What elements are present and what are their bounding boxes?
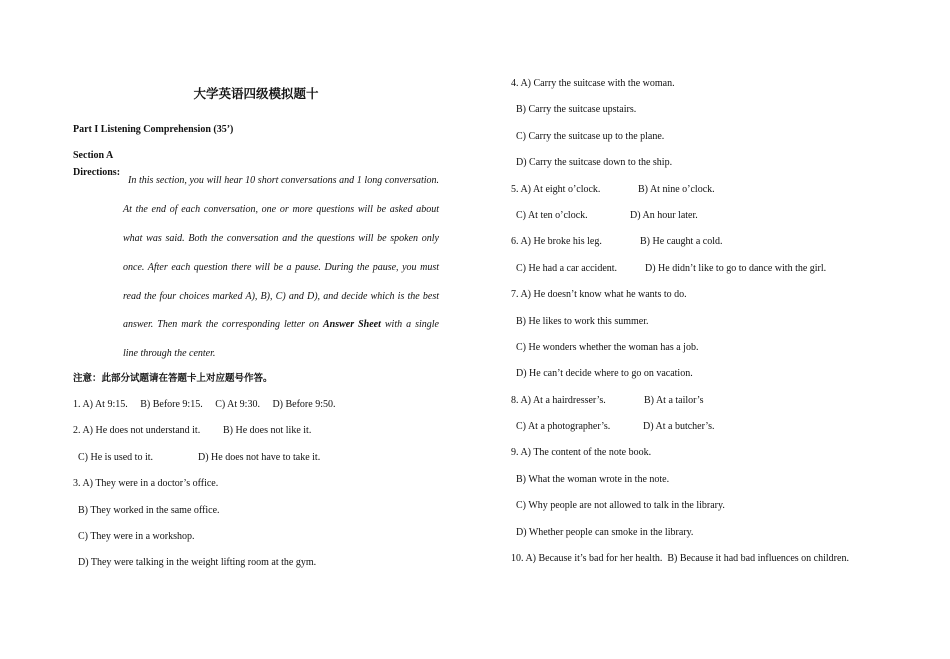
answer-sheet-emphasis: Answer Sheet xyxy=(323,319,381,331)
option-6d: D) He didn’t like to go to dance with the girl. xyxy=(645,262,827,274)
option-2b: B) He does not like it. xyxy=(223,425,312,437)
part-heading: Part I Listening Comprehension (35’) xyxy=(73,124,234,135)
question-2-row-2 xyxy=(73,450,439,476)
directions-label: Directions: xyxy=(73,167,121,179)
question-8-row-2 xyxy=(511,419,911,445)
left-column xyxy=(73,78,439,582)
option-3d: D) They were talking in the weight lifting room at the gym. xyxy=(78,557,317,569)
directions-text-main: In this section, you will hear 10 short conversations and 1 long conversation. At the end of each conversation, one or more questions will be asked about what was said. Both the conversation and the questions will be spoken only once. After each question there will be a pause. During the pause, you must read the four choices marked A), B), C) and D), and decide which is the best answer. Then mark the corresponding letter on xyxy=(123,175,439,331)
question-6-row-2 xyxy=(511,261,911,287)
option-5b: B) At nine o’clock. xyxy=(638,183,715,195)
option-7b: B) He likes to work this summer. xyxy=(516,315,649,327)
exam-title: 大学英语四级模拟题十 xyxy=(193,86,319,101)
option-6c: C) He had a car accident. xyxy=(516,262,618,274)
question-3: 3. A) They were in a doctor’s office. xyxy=(73,478,219,490)
option-4b: B) Carry the suitcase upstairs. xyxy=(516,104,637,116)
question-10: 10. A) Because it’s bad for her health. B) Because it had bad influences on children. xyxy=(511,553,849,565)
directions-text xyxy=(123,167,439,369)
option-3b: B) They worked in the same office. xyxy=(78,504,220,516)
option-6b: B) He caught a cold. xyxy=(640,236,723,248)
question-2-row-1 xyxy=(73,423,439,449)
option-6a: 6. A) He broke his leg. xyxy=(511,236,602,248)
option-9d: D) Whether people can smoke in the library. xyxy=(516,526,694,538)
option-3c: C) They were in a workshop. xyxy=(78,530,195,542)
option-8b: B) At a tailor’s xyxy=(644,394,704,406)
question-5-row-1 xyxy=(511,182,911,208)
section-heading: Section A xyxy=(73,150,114,161)
option-7c: C) He wonders whether the woman has a job. xyxy=(516,341,699,353)
option-2d: D) He does not have to take it. xyxy=(198,451,321,463)
option-8d: D) At a butcher’s. xyxy=(643,421,715,433)
question-9: 9. A) The content of the note book. xyxy=(511,447,652,459)
option-2c: C) He is used to it. xyxy=(78,451,153,463)
option-9b: B) What the woman wrote in the note. xyxy=(516,473,670,485)
option-8c: C) At a photographer’s. xyxy=(516,421,611,433)
option-5c: C) At ten o’clock. xyxy=(516,209,588,221)
answer-note: 注意：此部分试题请在答题卡上对应题号作答。 xyxy=(73,372,273,384)
question-5-row-2 xyxy=(511,208,911,234)
question-1: 1. A) At 9:15. B) Before 9:15. C) At 9:30. D) Before 9:50. xyxy=(73,398,336,410)
question-7: 7. A) He doesn’t know what he wants to do. xyxy=(511,289,687,301)
directions xyxy=(73,167,439,369)
option-4c: C) Carry the suitcase up to the plane. xyxy=(516,130,665,142)
option-8a: 8. A) At a hairdresser’s. xyxy=(511,394,606,406)
question-6-row-1 xyxy=(511,234,911,260)
directions-text-end: with a single line through the center. xyxy=(123,319,439,360)
option-2a: 2. A) He does not understand it. xyxy=(73,425,201,437)
option-9c: C) Why people are not allowed to talk in the library. xyxy=(516,500,725,512)
question-4: 4. A) Carry the suitcase with the woman. xyxy=(511,78,675,89)
option-7d: D) He can’t decide where to go on vacation. xyxy=(516,368,693,380)
question-8-row-1 xyxy=(511,393,911,419)
right-column xyxy=(511,76,911,577)
option-4d: D) Carry the suitcase down to the ship. xyxy=(516,157,673,169)
option-5d: D) An hour later. xyxy=(630,209,698,221)
option-5a: 5. A) At eight o’clock. xyxy=(511,183,601,195)
